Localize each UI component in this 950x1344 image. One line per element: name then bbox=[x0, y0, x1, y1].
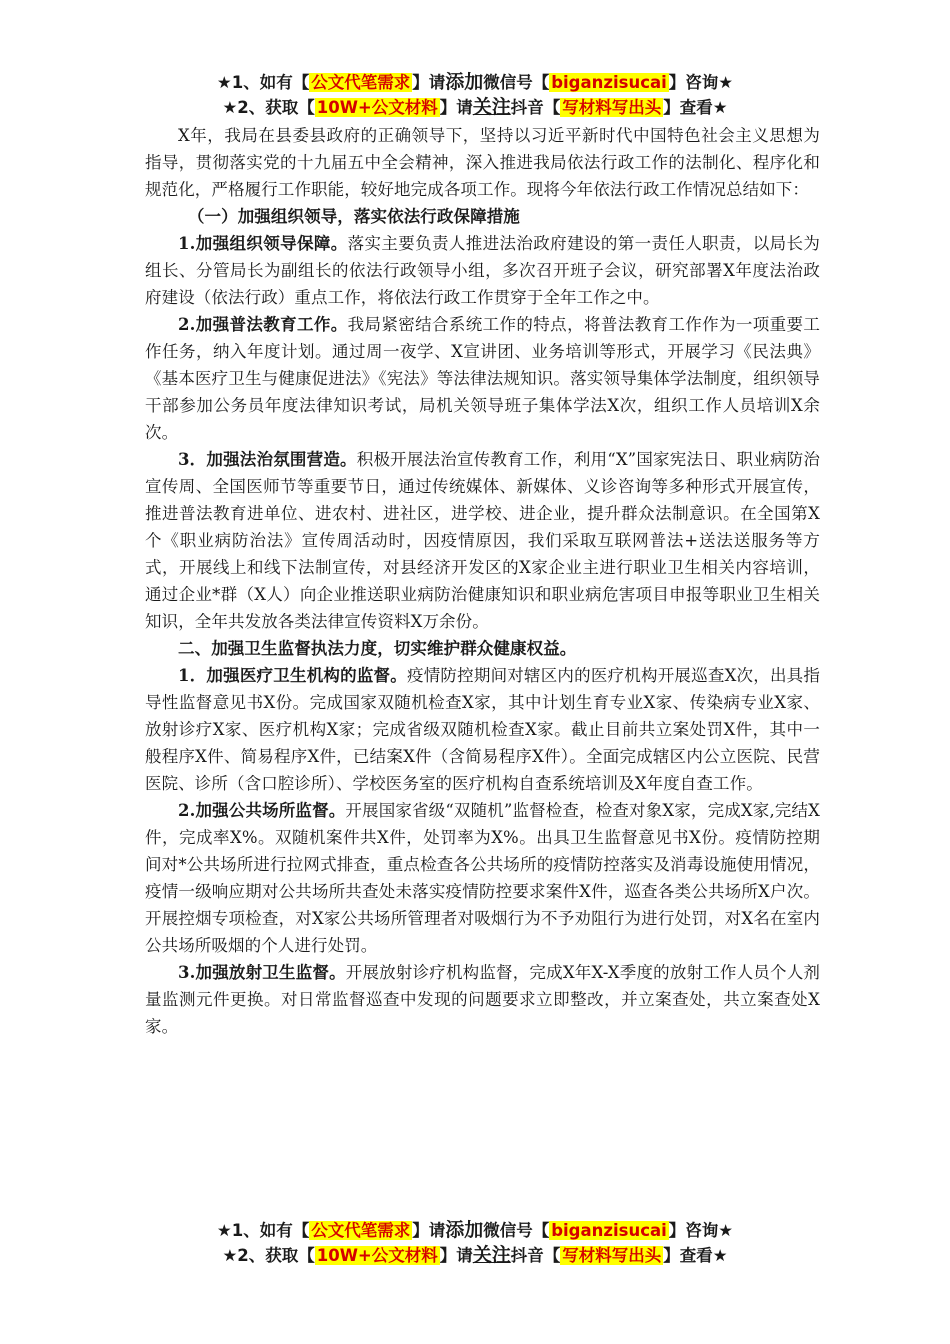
section-1-heading: （一）加强组织领导，落实依法行政保障措施 bbox=[187, 207, 520, 226]
banner-emphasis: 添加 bbox=[445, 1219, 484, 1241]
paragraph-lead: 1.加强组织领导保障。 bbox=[178, 234, 348, 253]
banner-text: 】请 bbox=[439, 98, 473, 117]
paragraph-text: 疫情防控期间对辖区内的医疗机构开展巡查X次，出具指导性监督意见书X份。完成国家双随机检查X家，其中计划生育专业X家、传染病专业X家、放射诊疗X家、医疗机构X家；完成省级双随机检查X家。截止目前共立案处罚X件，其中一般程序X件、简易程序X件，已结案X件（含简易程序X件）。全面完成辖区内公立医院、民营医院、诊所（含口腔诊所）、学校医务室的医疗机构自查系统培训及X年度自查工作。 bbox=[145, 666, 820, 793]
banner-highlight: 公文代笔需求 bbox=[311, 73, 411, 92]
paragraph-lead: 3．加强法治氛围营造。 bbox=[178, 450, 357, 469]
banner-text: 】请 bbox=[439, 1246, 473, 1265]
banner-highlight: 10W+公文材料 bbox=[316, 98, 438, 117]
paragraph-legal-atmosphere bbox=[145, 446, 820, 635]
banner-text: 】请 bbox=[412, 73, 446, 92]
banner-text: ★2、获取【 bbox=[222, 98, 315, 117]
paragraph-legal-education bbox=[145, 311, 820, 446]
promo-banner-line-2-bottom bbox=[0, 1243, 950, 1268]
banner-highlight: biganzisucai bbox=[551, 73, 667, 92]
paragraph-lead: 3.加强放射卫生监督。 bbox=[178, 963, 346, 982]
banner-text: 微信号【 bbox=[483, 1221, 550, 1240]
banner-text: 】查看★ bbox=[663, 98, 728, 117]
banner-text: ★1、如有【 bbox=[216, 1221, 310, 1240]
section-2-heading: 二、加强卫生监督执法力度，切实维护群众健康权益。 bbox=[178, 639, 577, 658]
banner-text: 抖音【 bbox=[510, 1246, 561, 1265]
banner-text: 】请 bbox=[412, 1221, 446, 1240]
banner-text: 抖音【 bbox=[510, 98, 561, 117]
paragraph-text: 落实主要负责人推进法治政府建设的第一责任人职责，以局长为组长、分管局长为副组长的依法行政领导小组，多次召开班子会议，研究部署X年度法治政府建设（依法行政）重点工作，将依法行政工作贯穿于全年工作之中。 bbox=[145, 234, 820, 307]
banner-emphasis: 关注 bbox=[472, 96, 511, 118]
banner-highlight: 10W+公文材料 bbox=[316, 1246, 438, 1265]
banner-text: ★1、如有【 bbox=[216, 73, 310, 92]
banner-text: 】查看★ bbox=[663, 1246, 728, 1265]
banner-text: 微信号【 bbox=[483, 73, 550, 92]
paragraph-text: 开展国家省级“双随机”监督检查，检查对象X家，完成X家,完结X件，完成率X%。双随机案件共X件，处罚率为X%。出具卫生监督意见书X份。疫情防控期间对*公共场所进行拉网式排查，重点检查各公共场所的疫情防控落实及消毒设施使用情况，疫情一级响应期对公共场所共查处未落实疫情防控要求案件X件，巡查各类公共场所X户次。开展控烟专项检查，对X家公共场所管理者对吸烟行为不予劝阻行为进行处罚，对X名在室内公共场所吸烟的个人进行处罚。 bbox=[145, 801, 820, 955]
paragraph-lead: 2.加强普法教育工作。 bbox=[178, 315, 348, 334]
paragraph-medical-supervision bbox=[145, 662, 820, 797]
paragraph-text: 积极开展法治宣传教育工作，利用“X”国家宪法日、职业病防治宣传周、全国医师节等重要节日，通过传统媒体、新媒体、义诊咨询等多种形式开展宣传，推进普法教育进单位、进农村、进社区，进学校、进企业，提升群众法制意识。在全国第X个《职业病防治法》宣传周活动时，因疫情原因，我们采取互联网普法+送法送服务等方式，开展线上和线下法制宣传，对县经济开发区的X家企业主进行职业卫生相关内容培训，通过企业*群（X人）向企业推送职业病防治健康知识和职业病危害项目申报等职业卫生相关知识，全年共发放各类法律宣传资料X万余份。 bbox=[145, 450, 820, 631]
paragraph-organization bbox=[145, 230, 820, 311]
paragraph-public-places bbox=[145, 797, 820, 959]
document-body bbox=[145, 122, 820, 1040]
banner-highlight: biganzisucai bbox=[551, 1221, 667, 1240]
banner-emphasis: 添加 bbox=[445, 71, 484, 93]
banner-text: 】咨询★ bbox=[668, 1221, 734, 1240]
promo-banner-line-1 bbox=[0, 70, 950, 95]
promo-banner-line-2 bbox=[0, 95, 950, 120]
banner-highlight: 公文代笔需求 bbox=[311, 1221, 411, 1240]
banner-text: 】咨询★ bbox=[668, 73, 734, 92]
paragraph-lead: 1．加强医疗卫生机构的监督。 bbox=[178, 666, 407, 685]
banner-emphasis: 关注 bbox=[472, 1244, 511, 1266]
banner-text: ★2、获取【 bbox=[222, 1246, 315, 1265]
paragraph-radiation bbox=[145, 959, 820, 1040]
intro-paragraph: X年，我局在县委县政府的正确领导下，坚持以习近平新时代中国特色社会主义思想为指导，贯彻落实党的十九届五中全会精神，深入推进我局依法行政工作的法制化、程序化和规范化，严格履行工作职能，较好地完成各项工作。现将今年依法行政工作情况总结如下： bbox=[145, 126, 820, 199]
paragraph-text: 我局紧密结合系统工作的特点，将普法教育工作作为一项重要工作任务，纳入年度计划。通过周一夜学、X宣讲团、业务培训等形式，开展学习《民法典》《基本医疗卫生与健康促进法》《宪法》等法律法规知识。落实领导集体学法制度，组织领导干部参加公务员年度法律知识考试，局机关领导班子集体学法X次，组织工作人员培训X余次。 bbox=[145, 315, 820, 442]
banner-highlight: 写材料写出头 bbox=[562, 98, 662, 117]
paragraph-lead: 2.加强公共场所监督。 bbox=[178, 801, 346, 820]
paragraph-text: 开展放射诊疗机构监督，完成X年X-X季度的放射工作人员个人剂量监测元件更换。对日常监督巡查中发现的问题要求立即整改，并立案查处，共立案查处X家。 bbox=[145, 963, 820, 1036]
promo-banner-line-1-bottom bbox=[0, 1218, 950, 1243]
banner-highlight: 写材料写出头 bbox=[562, 1246, 662, 1265]
